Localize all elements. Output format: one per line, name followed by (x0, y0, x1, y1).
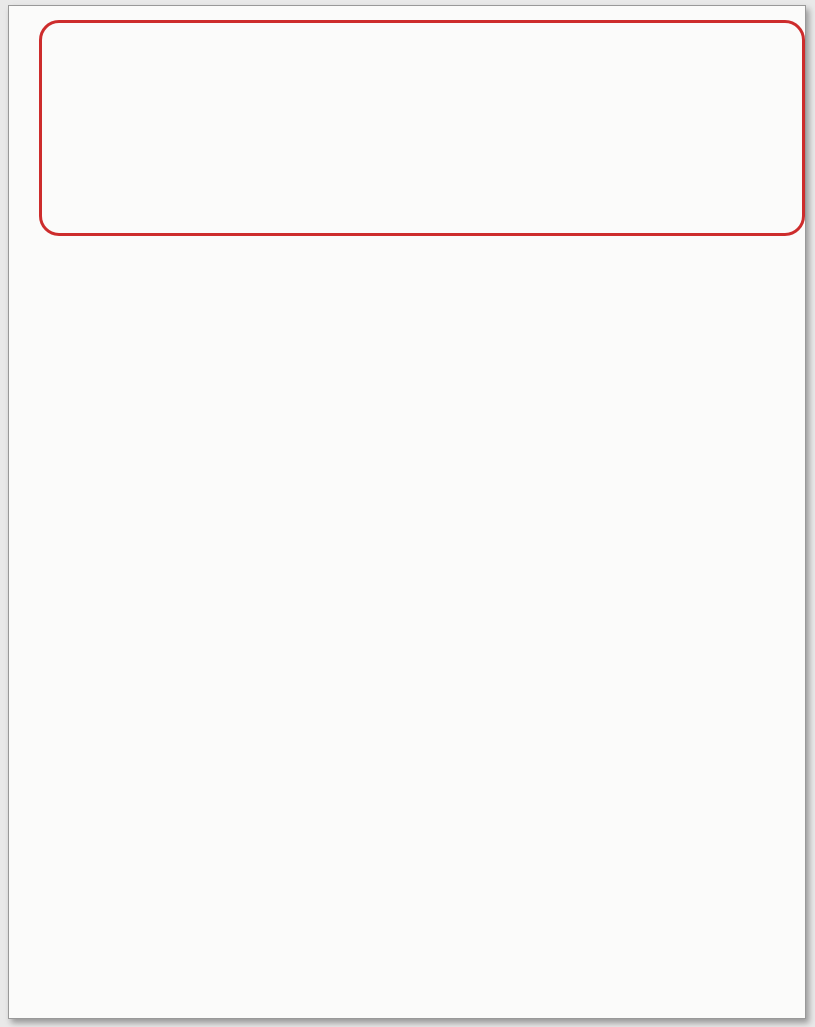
american-special-box (39, 20, 805, 236)
menu-page (8, 5, 806, 1019)
